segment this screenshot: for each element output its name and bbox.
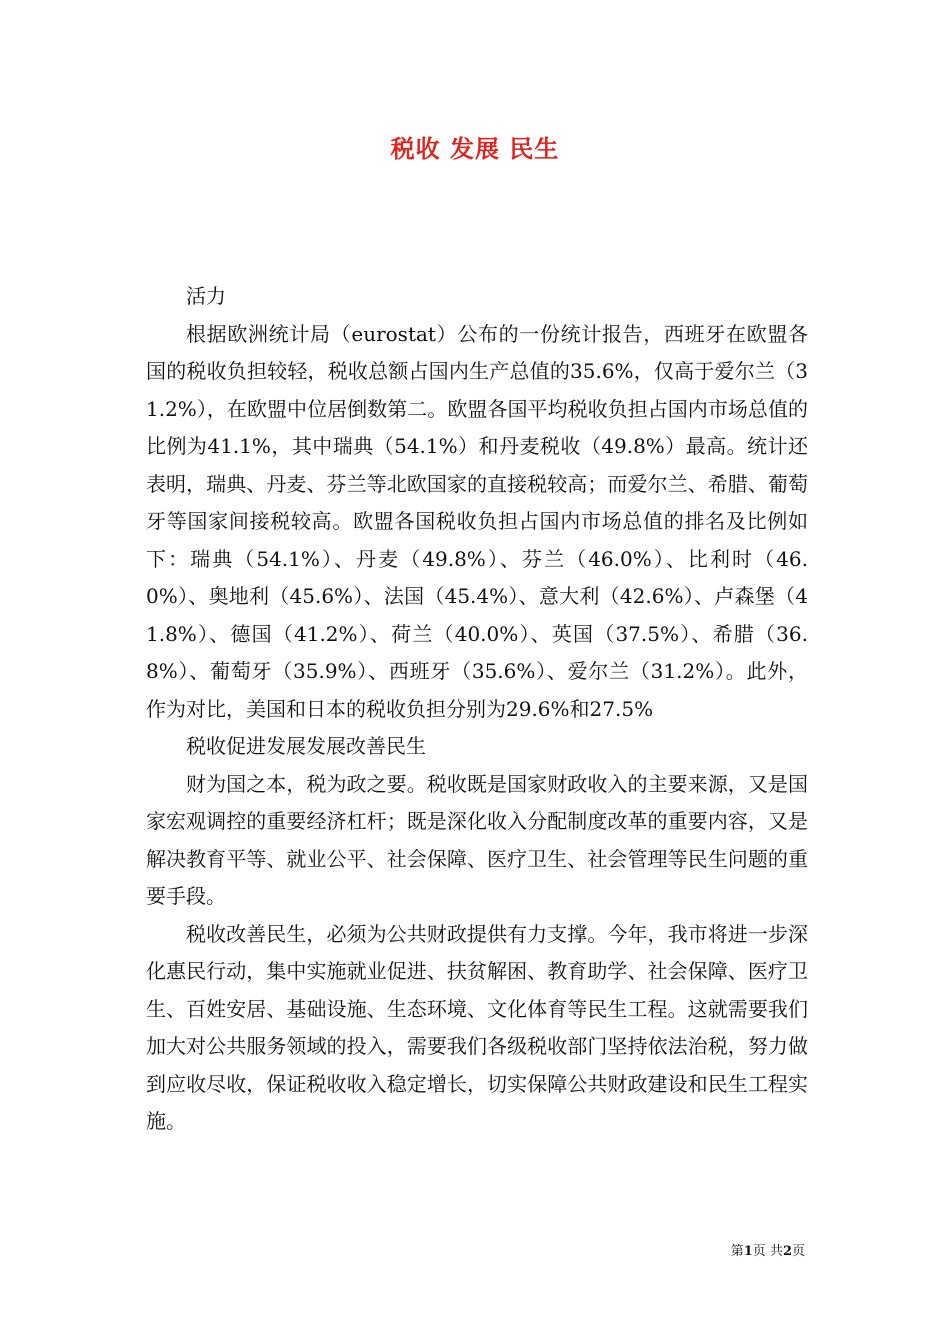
paragraph-heading-vitality: 活力 — [186, 284, 226, 308]
page-number-footer — [731, 1243, 805, 1261]
document-body — [146, 278, 808, 1141]
paragraph-heading-tax-development: 税收促进发展发展改善民生 — [186, 734, 426, 758]
paragraph-tax-role: 财为国之本，税为政之要。税收既是国家财政收入的主要来源，又是国家宏观调控的重要经济杠杆；既是深化收入分配制度改革的重要内容，又是解决教育平等、就业公平、社会保障、医疗卫生、社会管理等民生问题的重要手段。 — [146, 771, 808, 908]
document-title: 税收 发展 民生 — [390, 134, 560, 163]
paragraph-eu-tax-statistics: 根据欧洲统计局（eurostat）公布的一份统计报告，西班牙在欧盟各国的税收负担较轻，税收总额占国内生产总值的35.6%，仅高于爱尔兰（31.2%），在欧盟中位居倒数第二。欧盟各国平均税收负担占国内市场总值的比例为41.1%，其中瑞典（54.1%）和丹麦税收（49.8%）最高。统计还表明，瑞典、丹麦、芬兰等北欧国家的直接税较高；而爱尔兰、希腊、葡萄牙等国家间接税较高。欧盟各国税收负担占国内市场总值的排名及比例如下：瑞典（54.1%）、丹麦（49.8%）、芬兰（46.0%）、比利时（46.0%）、奥地利（45.6%）、法国（45.4%）、意大利（42.6%）、卢森堡（41.8%）、德国（41.2%）、荷兰（40.0%）、英国（37.5%）、希腊（36.8%）、葡萄牙（35.9%）、西班牙（35.6%）、爱尔兰（31.2%）。此外，作为对比，美国和日本的税收负担分别为29.6%和27.5% — [146, 321, 808, 721]
footer-suffix: 页 — [791, 1244, 805, 1259]
footer-middle: 页 共 — [752, 1244, 783, 1259]
total-page-number: 2 — [782, 1244, 792, 1259]
footer-prefix: 第 — [730, 1244, 744, 1259]
current-page-number: 1 — [743, 1244, 753, 1259]
paragraph-tax-livelihood: 税收改善民生，必须为公共财政提供有力支撑。今年，我市将进一步深化惠民行动，集中实施就业促进、扶贫解困、教育助学、社会保障、医疗卫生、百姓安居、基础设施、生态环境、文化体育等民生工程。这就需要我们加大对公共服务领域的投入，需要我们各级税收部门坚持依法治税，努力做到应收尽收，保证税收收入稳定增长，切实保障公共财政建设和民生工程实施。 — [146, 921, 808, 1133]
